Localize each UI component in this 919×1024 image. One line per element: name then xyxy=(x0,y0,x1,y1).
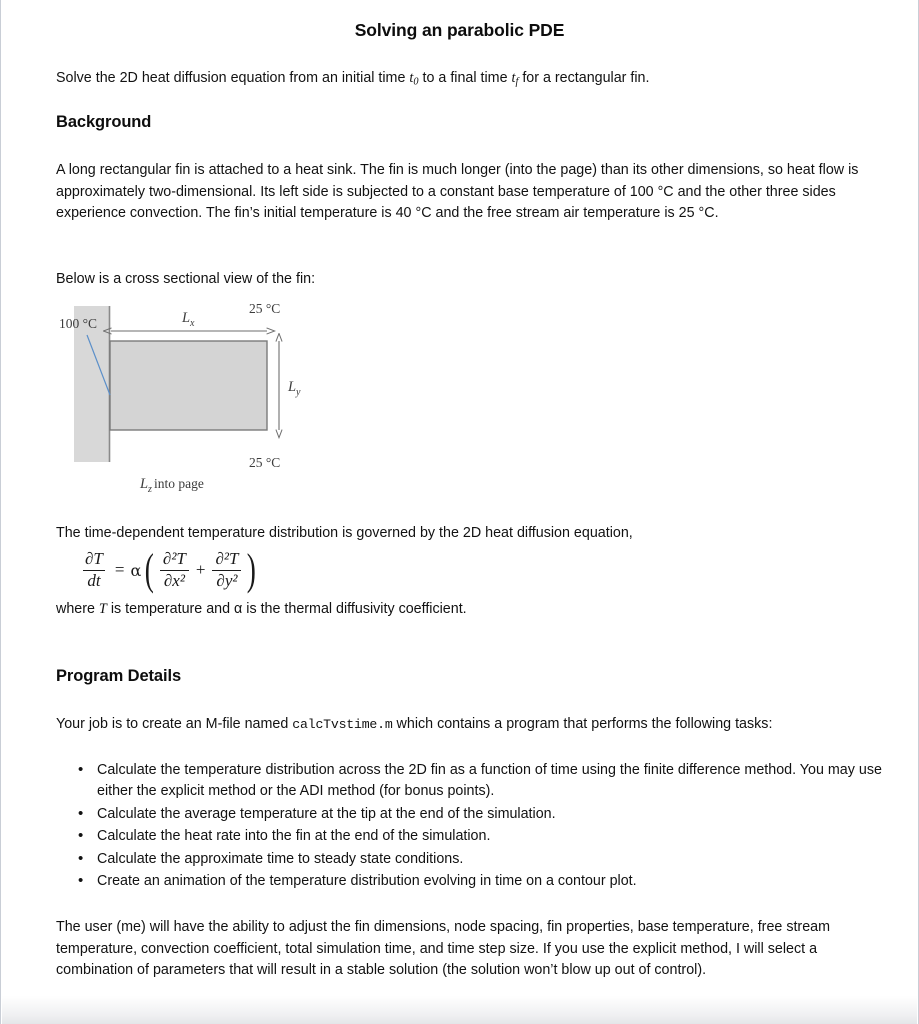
base-temp-label: 100 °C xyxy=(59,316,98,331)
lhs-numerator: ∂T xyxy=(85,548,103,568)
background-paragraph: A long rectangular fin is attached to a heat sink. The fin is much longer (into the page) than its other dimensions, so heat flow is approximately two-dimensional. Its left side is subjected to a constant base temperature of 100 °C and the other three sides experience convection. The fin’s initial temperature is 40 °C and the free stream air temperature is 25 °C. xyxy=(56,162,859,222)
lz-label-sub: z xyxy=(148,484,152,495)
term2-denominator: ∂y² xyxy=(212,570,241,591)
intro-paragraph xyxy=(56,68,856,90)
where-before: where xyxy=(56,601,99,617)
job-text-before: Your job is to create an M-file named xyxy=(56,716,293,732)
tf-variable: t xyxy=(511,70,516,86)
tf-subscript: f xyxy=(515,76,519,88)
lhs-fraction xyxy=(81,550,107,590)
top-temp-label: 25 °C xyxy=(249,301,281,316)
T-variable: T xyxy=(98,601,107,617)
list-item: • Calculate the temperature distribution across the 2D fin as a function of time using the finite difference method. You may use either the explicit method or the ADI method (for bonus points). xyxy=(78,760,908,803)
term1-denominator: ∂x² xyxy=(160,570,189,591)
where-middle: is temperature and xyxy=(106,601,235,617)
plus-sign: + xyxy=(195,560,206,579)
bottom-temp-label: 25 °C xyxy=(249,455,281,470)
job-text-after: which contains a program that performs the following tasks: xyxy=(392,716,773,732)
term2-numerator: ∂²T xyxy=(215,548,239,568)
intro-text-before: Solve the 2D heat diffusion equation from an initial time xyxy=(56,70,410,86)
list-item: • Calculate the average temperature at the tip at the end of the simulation. xyxy=(78,804,908,825)
lx-label: L xyxy=(182,310,191,326)
fin-rectangle xyxy=(110,341,267,430)
figure-caption: Below is a cross sectional view of the fin: xyxy=(56,271,316,287)
fin-cross-section-figure xyxy=(56,292,396,497)
list-item: • Calculate the approximate time to steady state conditions. xyxy=(78,849,908,870)
page-title: Solving an parabolic PDE xyxy=(354,20,565,40)
ly-label-sub: y xyxy=(296,387,301,398)
term1-numerator: ∂²T xyxy=(162,548,186,568)
alpha-symbol: α xyxy=(234,601,243,617)
term2-fraction xyxy=(211,550,242,590)
lz-label-rest: into page xyxy=(154,476,204,491)
ly-label: L xyxy=(288,379,297,395)
heading-program-details: Program Details xyxy=(56,667,182,685)
final-paragraph: The user (me) will have the ability to adjust the fin dimensions, node spacing, fin properties, base temperature, free stream temperature, convection coefficient, total simulation time, and time step size. If you use the explicit method, I will select a combination of parameters that will result in a stable solution (the solution won’t blow up out of control). xyxy=(56,919,831,979)
equals-sign: = xyxy=(114,560,125,579)
list-item: • Calculate the heat rate into the fin at the end of the simulation. xyxy=(78,826,908,847)
where-after: is the thermal diffusivity coefficient. xyxy=(242,601,467,617)
equation-where-paragraph xyxy=(56,599,836,621)
intro-text-after: for a rectangular fin. xyxy=(518,70,650,86)
close-paren: ) xyxy=(247,545,257,595)
lx-label-sub: x xyxy=(190,318,195,329)
task-list xyxy=(56,760,908,894)
heat-diffusion-equation xyxy=(79,545,259,595)
alpha-coefficient: α xyxy=(130,560,142,580)
list-item: • Create an animation of the temperature distribution evolving in time on a contour plot. xyxy=(78,871,908,892)
intro-text-between: to a final time xyxy=(418,70,512,86)
equation-intro-paragraph: The time-dependent temperature distribution is governed by the 2D heat diffusion equation, xyxy=(56,525,633,541)
lhs-denominator: dt xyxy=(83,570,104,591)
heading-background: Background xyxy=(56,113,152,131)
lz-label: L xyxy=(140,476,149,492)
program-intro-paragraph xyxy=(56,714,861,736)
t0-subscript: 0 xyxy=(413,76,419,88)
t0-variable: t xyxy=(409,70,414,86)
term1-fraction xyxy=(159,550,190,590)
page-bottom-shadow xyxy=(2,996,917,1024)
mfile-name: calcTvstime.m xyxy=(292,717,393,732)
open-paren: ( xyxy=(145,545,155,595)
